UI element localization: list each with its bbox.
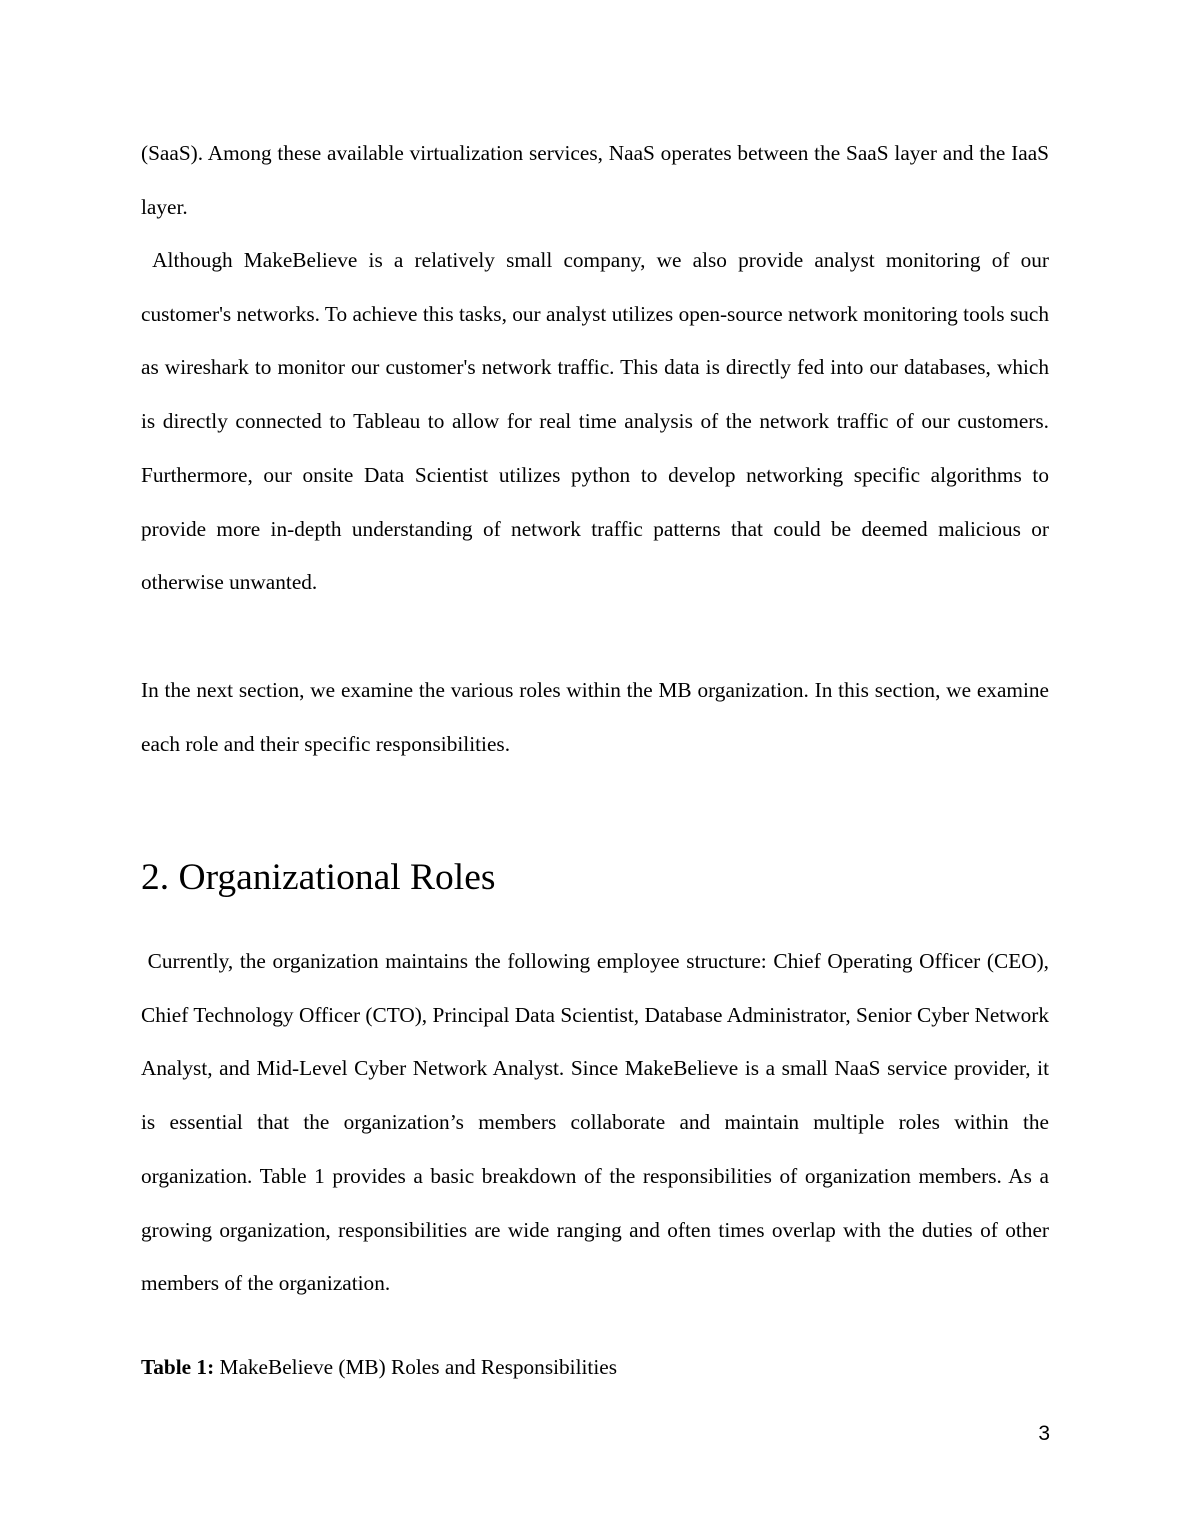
table-caption: [141, 1350, 617, 1384]
body-paragraph: Currently, the organization maintains the following employee structure: Chief Operating Officer (CEO), Chief Technology Officer (CTO), Principal Data Scientist, Database Administrator, Senior Cyber Network Analyst, and Mid-Level Cyber Network Analyst. Since MakeBelieve is a small NaaS service provider, it is essential that the organization’s members collaborate and maintain multiple roles within the organization. Table 1 provides a basic breakdown of the responsibilities of organization members. As a growing organization, responsibilities are wide ranging and often times overlap with the duties of other members of the organization.: [141, 949, 1049, 1296]
body-paragraph: Although MakeBelieve is a relatively small company, we also provide analyst monitoring of our customer's networks. To achieve this tasks, our analyst utilizes open-source network monitoring tools such as wireshark to monitor our customer's network traffic. This data is directly fed into our databases, which is directly connected to Tableau to allow for real time analysis of the network traffic of our customers. Furthermore, our onsite Data Scientist utilizes python to develop networking specific algorithms to provide more in-depth understanding of network traffic patterns that could be deemed malicious or otherwise unwanted.: [141, 248, 1049, 595]
page-number: 3: [1038, 1422, 1050, 1445]
body-paragraph: (SaaS). Among these available virtualization services, NaaS operates between the SaaS layer and the IaaS layer.: [141, 141, 1049, 219]
table-caption-text: MakeBelieve (MB) Roles and Responsibilities: [214, 1355, 617, 1379]
table-caption-label: Table 1:: [141, 1355, 215, 1379]
section-heading: 2. Organizational Roles: [141, 857, 496, 898]
body-paragraph: In the next section, we examine the various roles within the MB organization. In this section, we examine each role and their specific responsibilities.: [141, 678, 1049, 756]
